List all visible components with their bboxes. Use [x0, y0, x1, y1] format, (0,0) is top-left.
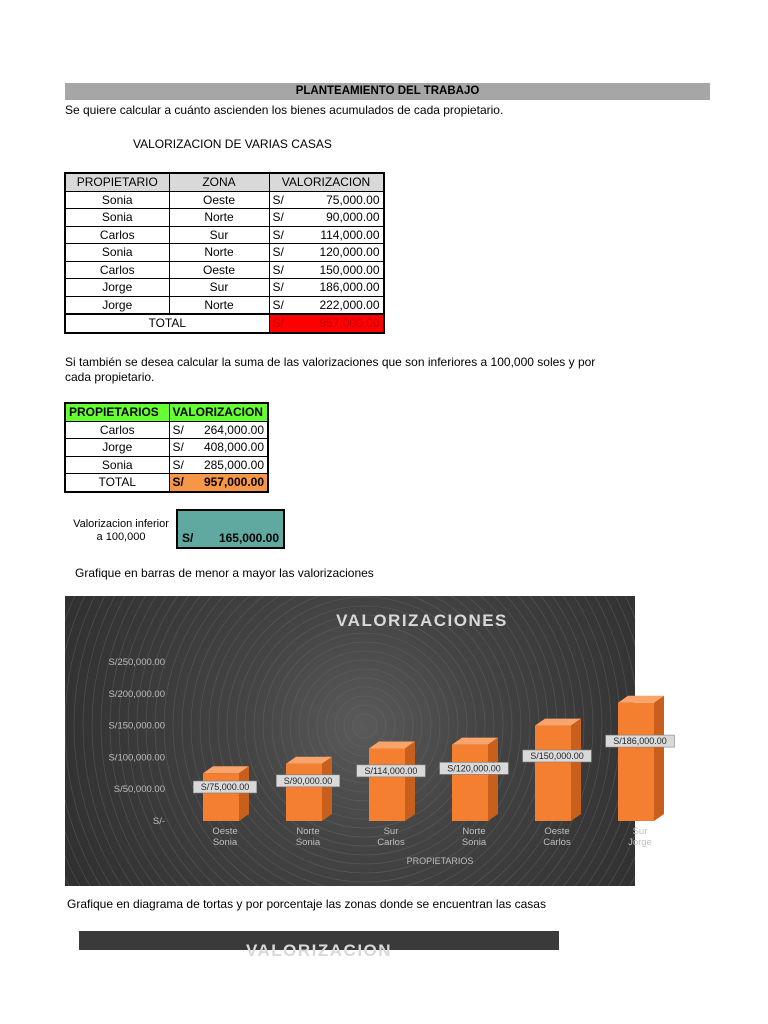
question2-line1: Si también se desea calcular la suma de las valorizaciones que son inferiores a 100,000 soles y por — [65, 355, 596, 369]
y-tick-label: S/50,000.00 — [113, 784, 165, 796]
cell-valorizacion: 186,000.00 — [290, 279, 384, 297]
total-value: 957,000.00 — [290, 314, 384, 333]
chart-title: VALORIZACIONES — [336, 611, 508, 630]
table-header-row — [65, 173, 384, 191]
cell-propietario: Carlos — [65, 261, 169, 279]
cell-currency: S/ — [169, 456, 191, 474]
question2-line2: cada propietario. — [65, 370, 155, 384]
x-axis-title: PROPIETARIOS — [406, 856, 474, 866]
x-tick-label: Sur — [632, 826, 648, 837]
cell-valorizacion: 264,000.00 — [191, 421, 268, 439]
table-row — [65, 191, 384, 209]
x-tick-label: Norte — [296, 826, 320, 837]
pie-chart-title: VALORIZACION — [245, 941, 393, 960]
data-label: S/114,000.00 — [364, 765, 418, 776]
bar-side-face — [405, 741, 415, 821]
cell-currency: S/ — [269, 261, 290, 279]
instruction-bar-chart: Grafique en barras de menor a mayor las valorizaciones — [75, 566, 374, 580]
inferior-value: 165,000.00 — [218, 531, 279, 545]
bar — [618, 703, 654, 821]
col-header-valorizacion: VALORIZACION — [269, 173, 384, 191]
cell-valorizacion: 75,000.00 — [290, 191, 384, 209]
x-tick-label: Sonia — [461, 837, 487, 848]
page-title: PLANTEAMIENTO DEL TRABAJO — [65, 83, 710, 100]
col-header-propietarios: PROPIETARIOS — [65, 403, 169, 421]
cell-propietario: Jorge — [65, 296, 169, 314]
cell-currency: S/ — [269, 244, 290, 262]
cell-zona: Sur — [169, 279, 269, 297]
cell-zona: Norte — [169, 209, 269, 227]
cell-valorizacion: 408,000.00 — [191, 439, 268, 457]
cell-zona: Norte — [169, 296, 269, 314]
instruction-pie-chart: Grafique en diagrama de tortas y por porcentaje las zonas donde se encuentran las casas — [67, 897, 546, 911]
cell-valorizacion: 120,000.00 — [290, 244, 384, 262]
table-row — [65, 456, 268, 474]
cell-valorizacion: 150,000.00 — [290, 261, 384, 279]
table-row — [65, 226, 384, 244]
section1-title: VALORIZACION DE VARIAS CASAS — [133, 137, 332, 151]
inferior-label-line2: a 100,000 — [96, 531, 146, 543]
cell-zona: Norte — [169, 244, 269, 262]
cell-currency: S/ — [169, 421, 191, 439]
y-tick-label: S/200,000.00 — [108, 688, 165, 700]
bar-side-face — [239, 766, 249, 821]
pie-chart-svg — [79, 931, 559, 960]
total-row — [65, 474, 268, 492]
intro-text: Se quiere calcular a cuánto ascienden los bienes acumulados de cada propietario. — [65, 103, 504, 117]
bar — [452, 745, 488, 821]
cell-propietario: Sonia — [65, 244, 169, 262]
x-tick-label: Sonia — [212, 837, 238, 848]
cell-valorizacion: 285,000.00 — [191, 456, 268, 474]
bar-side-face — [571, 719, 581, 821]
cell-currency: S/ — [269, 226, 290, 244]
bar — [286, 764, 322, 821]
total-value: 957,000.00 — [191, 474, 268, 492]
bar — [369, 748, 405, 821]
inferior-currency: S/ — [182, 531, 194, 545]
propietarios-table — [64, 402, 269, 493]
table-row — [65, 244, 384, 262]
bar-chart-svg — [65, 596, 667, 886]
data-label: S/120,000.00 — [447, 763, 501, 774]
cell-propietario: Jorge — [65, 439, 169, 457]
cell-propietario: Carlos — [65, 226, 169, 244]
x-tick-label: Norte — [462, 826, 486, 837]
table-row — [65, 296, 384, 314]
total-label: TOTAL — [65, 314, 269, 333]
total-label: TOTAL — [65, 474, 169, 492]
total-row — [65, 314, 384, 333]
cell-currency: S/ — [269, 191, 290, 209]
data-label: S/186,000.00 — [613, 736, 667, 747]
data-label: S/75,000.00 — [200, 781, 250, 792]
col-header-zona: ZONA — [169, 173, 269, 191]
bar-side-face — [488, 738, 498, 821]
total-currency: S/ — [169, 474, 191, 492]
table-row — [65, 439, 268, 457]
inferior-label-line1: Valorizacion inferior — [73, 518, 169, 530]
cell-currency: S/ — [169, 439, 191, 457]
cell-zona: Oeste — [169, 261, 269, 279]
cell-propietario: Sonia — [65, 191, 169, 209]
x-tick-label: Carlos — [377, 837, 405, 848]
x-tick-label: Sur — [383, 826, 399, 837]
cell-valorizacion: 114,000.00 — [290, 226, 384, 244]
table-row — [65, 421, 268, 439]
cell-valorizacion: 90,000.00 — [290, 209, 384, 227]
x-tick-label: Sonia — [295, 837, 321, 848]
bar-side-face — [322, 757, 332, 821]
table-row — [65, 209, 384, 227]
col-header-valorizacion: VALORIZACION — [169, 403, 268, 421]
bar — [535, 726, 571, 821]
y-tick-label: S/250,000.00 — [108, 657, 165, 668]
bar — [203, 773, 239, 821]
x-tick-label: Oeste — [544, 826, 570, 837]
table-header-row — [65, 403, 268, 421]
cell-valorizacion: 222,000.00 — [290, 296, 384, 314]
cell-currency: S/ — [269, 209, 290, 227]
cell-currency: S/ — [269, 296, 290, 314]
x-tick-label: Carlos — [543, 837, 571, 848]
table-row — [65, 261, 384, 279]
cell-propietario: Sonia — [65, 209, 169, 227]
inferior-value-box — [176, 509, 285, 549]
y-tick-label: S/100,000.00 — [108, 752, 165, 764]
cell-propietario: Jorge — [65, 279, 169, 297]
table-row — [65, 279, 384, 297]
data-label: S/150,000.00 — [530, 750, 584, 761]
y-tick-label: S/- — [152, 816, 165, 827]
cell-zona: Oeste — [169, 191, 269, 209]
cell-zona: Sur — [169, 226, 269, 244]
y-tick-label: S/150,000.00 — [108, 720, 165, 732]
cell-propietario: Carlos — [65, 421, 169, 439]
cell-currency: S/ — [269, 279, 290, 297]
x-tick-label: Oeste — [212, 826, 238, 837]
cell-propietario: Sonia — [65, 456, 169, 474]
col-header-propietario: PROPIETARIO — [65, 173, 169, 191]
pie-chart — [79, 931, 559, 960]
total-currency: S/ — [269, 314, 290, 333]
x-tick-label: Jorge — [628, 837, 652, 848]
bar-side-face — [654, 696, 664, 821]
data-label: S/90,000.00 — [283, 775, 333, 786]
valorizacion-table — [64, 172, 385, 334]
inferior-label — [66, 518, 176, 544]
bar-chart — [65, 596, 667, 886]
